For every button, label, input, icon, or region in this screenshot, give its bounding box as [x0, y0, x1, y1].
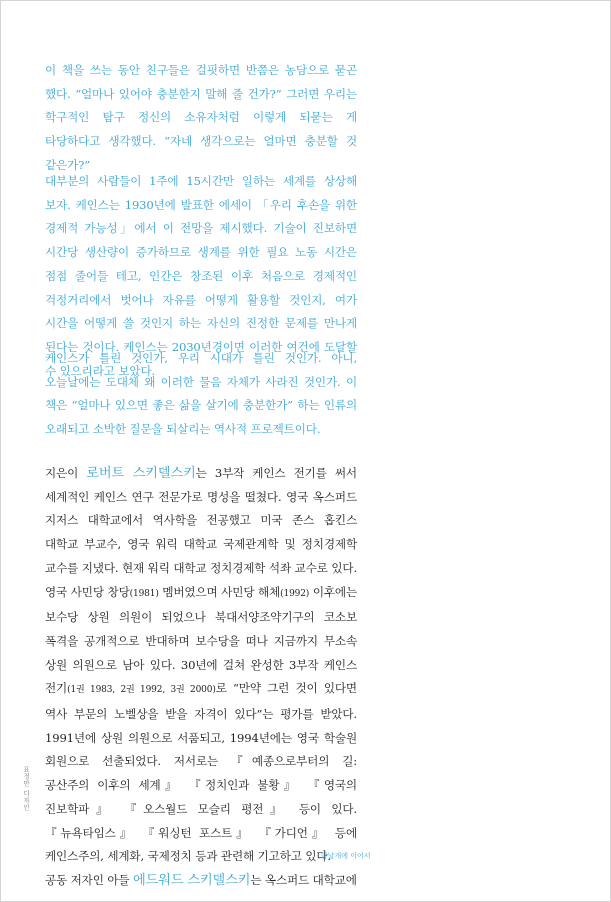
author1-text-d: 로 “만약 그런 것이 있다면 역사 부문의 노벨상을 받을 자격이 있다”는 평가를 받았다. 1991년에 상원 의원으로 서품되고, 1994년에는 영국 학술원 회원으로 선출되었다. 저서로는 『예종으로부터의 길: 공산주의 이후의 세계』 『정치인과 불황』 『영국의 진보학파』 『오스월드 모슬리 평전』 등이 있다. 『뉴욕타임스』 『워싱턴 포스트』 『가디언』 등에 케인스주의, 세계화, 국제정치 등과 관련해 기고하고 있다.: [45, 681, 357, 864]
designer-credit: 표정만 디자인: [22, 766, 30, 811]
author1-name: 로버트 스키델스키: [86, 466, 196, 481]
author2-prefix: 공동 저자인 아들: [45, 872, 133, 887]
author1-year-dissolution: (1992): [280, 588, 310, 599]
author-bio: [45, 462, 357, 893]
intro-paragraph-1: 이 책을 쓰는 동안 친구들은 걸핏하면 반쯤은 농담으로 묻곤 했다. “얼마나 있어야 충분한지 말해 줄 건가?” 그러면 우리는 학구적인 탐구 정신의 소유자처럼 이렇게 되묻는 게 타당하다고 생각했다. “자네 생각으로는 얼마면 충분할 것 같은가?”: [45, 63, 357, 172]
author2-text: 는 옥스퍼드 대학교에: [250, 872, 357, 887]
intro-paragraph-3: 케인스가 틀린 것인가, 우리 시대가 틀린 것인가. 아니, 오늘날에는 도대체 왜 이러한 물음 자체가 사라진 것인가. 이 책은 “얼마나 있으면 좋은 삶을 살기에 충분한가” 하는 인류의 오래되고 소박한 질문을 되살리는 역사적 프로젝트이다.: [45, 351, 357, 437]
author1-text-b: 멤버였으며 사민당 해체: [158, 584, 281, 599]
author1-year-founding: (1981): [129, 588, 159, 599]
author1-biography-years: (1권 1983, 2권 1992, 3권 2000): [67, 685, 216, 696]
intro-paragraph-2: 대부분의 사람들이 1주에 15시간만 일하는 세계를 상상해 보자. 케인스는 1930년에 발표한 에세이 「우리 후손을 위한 경제적 가능성」에서 이 전망을 제시했다. 기술이 진보하면 시간당 생산량이 증가하므로 생계를 위한 필요 노동 시간은 점점 줄어들 테고, 인간은 창조된 이후 처음으로 경제적인 걱정거리에서 벗어나 자유를 어떻게 활용할 것인지, 여가 시간을 어떻게 쓸 것인지 하는 자신의 진정한 문제를 만나게 된다는 것이다. 케인스는 2030년경이면 이러한 여건에 도달할 수 있으리라고 보았다.: [45, 174, 357, 378]
continued-note: 앞날개에 이어서: [321, 852, 371, 860]
author1-prefix: 지은이: [45, 466, 87, 480]
author1-text-a: 는 3부작 케인스 전기를 써서 세계적인 케인스 연구 전문가로 명성을 떨쳤다. 영국 옥스퍼드 지저스 대학교에서 역사학을 전공했고 미국 존스 홉킨스 대학교 부교수, 영국 워릭 대학교 국제관계학 및 정치경제학 교수를 지냈다. 현재 워릭 대학교 정치경제학 석좌 교수로 있다. 영국 사민당 창당: [45, 466, 357, 599]
author1-text-c: 이후에는 보수당 상원 의원이 되었으나 북대서양조약기구의 코소보 폭격을 공개적으로 반대하며 보수당을 떠나 지금까지 무소속 상원 의원으로 남아 있다. 30년에 걸쳐 완성한 3부작 케인스 전기: [45, 584, 358, 696]
author2-name: 에드워드 스키델스키: [132, 872, 251, 888]
